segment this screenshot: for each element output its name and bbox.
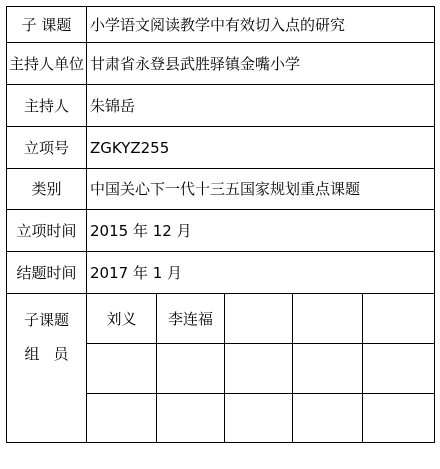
members-label <box>7 294 87 443</box>
member-cell <box>225 344 293 394</box>
member-cell <box>87 394 157 443</box>
value-project-number: ZGKYZ255 <box>87 127 435 169</box>
row-end-date <box>7 252 435 294</box>
label-end-date: 结题时间 <box>7 252 87 294</box>
member-cell: 李连福 <box>157 294 225 344</box>
row-project-number <box>7 127 435 169</box>
value-start-date: 2015 年 12 月 <box>87 210 435 252</box>
value-subtopic: 小学语文阅读教学中有效切入点的研究 <box>87 7 435 43</box>
label-start-date: 立项时间 <box>7 210 87 252</box>
members-row-1 <box>7 294 435 344</box>
value-host-unit: 甘肃省永登县武胜驿镇金嘴小学 <box>87 43 435 85</box>
value-end-date: 2017 年 1 月 <box>87 252 435 294</box>
row-start-date <box>7 210 435 252</box>
member-cell <box>157 344 225 394</box>
label-project-number: 立项号 <box>7 127 87 169</box>
row-host <box>7 85 435 127</box>
member-cell <box>225 294 293 344</box>
label-category: 类别 <box>7 169 87 210</box>
member-cell: 刘义 <box>87 294 157 344</box>
value-host: 朱锦岳 <box>87 85 435 127</box>
members-label-line2: 组员 <box>24 345 83 363</box>
member-cell <box>225 394 293 443</box>
label-host: 主持人 <box>7 85 87 127</box>
project-info-table <box>6 6 435 443</box>
member-cell <box>293 394 363 443</box>
value-category: 中国关心下一代十三五国家规划重点课题 <box>87 169 435 210</box>
label-host-unit: 主持人单位 <box>7 43 87 85</box>
row-subtopic <box>7 7 435 43</box>
row-host-unit <box>7 43 435 85</box>
member-cell <box>293 344 363 394</box>
member-cell <box>363 394 435 443</box>
member-cell <box>363 294 435 344</box>
member-cell <box>87 344 157 394</box>
row-category <box>7 169 435 210</box>
member-cell <box>293 294 363 344</box>
members-label-line1: 子课题 <box>23 311 69 329</box>
member-cell <box>363 344 435 394</box>
label-subtopic: 子 课题 <box>7 7 87 43</box>
member-cell <box>157 394 225 443</box>
